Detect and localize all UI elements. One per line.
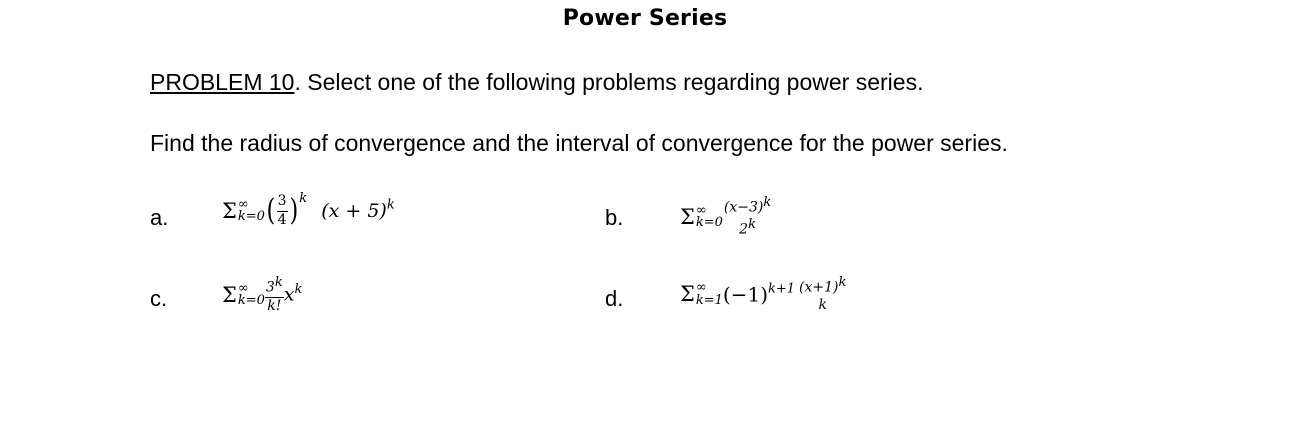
item-d-formula: Σ ∞ k=1 $(-1)^{k+1}$ $(x+1)^k$ k (680, 275, 847, 314)
item-a-formula: Σ ∞ k=0 ( $\frac{3}{4}$ )$^k$ $(x + 5)^k$ (222, 191, 395, 228)
sigma-symbol: Σ (222, 198, 237, 223)
fraction: $\frac{3}{4}$ (277, 193, 287, 228)
page-title: Power Series (562, 6, 728, 31)
item-b-label: b. (605, 205, 624, 230)
sum-limits: ∞ k=0 (695, 202, 723, 231)
sum-limits: ∞ k=0 (237, 280, 265, 309)
item-c-formula: Σ ∞ k=0 $\frac{3^k}{k!}$ $x^k$ (222, 275, 303, 315)
sigma-symbol: Σ (680, 204, 695, 229)
fraction: $\frac{3^k}{k!}$ (265, 275, 283, 315)
term: (x + 5) (321, 199, 387, 222)
fraction: $(x+1)^k$ k (799, 275, 847, 314)
item-b-formula (680, 196, 772, 238)
sigma-symbol: Σ (222, 282, 237, 307)
sum-limits: ∞ k=0 (237, 196, 265, 224)
item-d-label: d. (605, 286, 624, 311)
problem-label: PROBLEM 10 (150, 69, 295, 95)
problem-text: . Select one of the following problems regarding power series. (294, 69, 924, 95)
instruction-text: Find the radius of convergence and the interval of convergence for the power series. (150, 130, 1008, 156)
sum-limits: ∞ k=1 (695, 280, 723, 308)
item-c-label: c. (150, 286, 168, 311)
problem-statement (150, 69, 923, 96)
sign-factor: (−1) (722, 282, 768, 307)
item-a-label: a. (150, 205, 169, 230)
fraction: $(x-3)^k$ 2$^k$ (723, 195, 772, 238)
sigma-symbol: Σ (680, 282, 695, 307)
term: x (283, 283, 295, 306)
